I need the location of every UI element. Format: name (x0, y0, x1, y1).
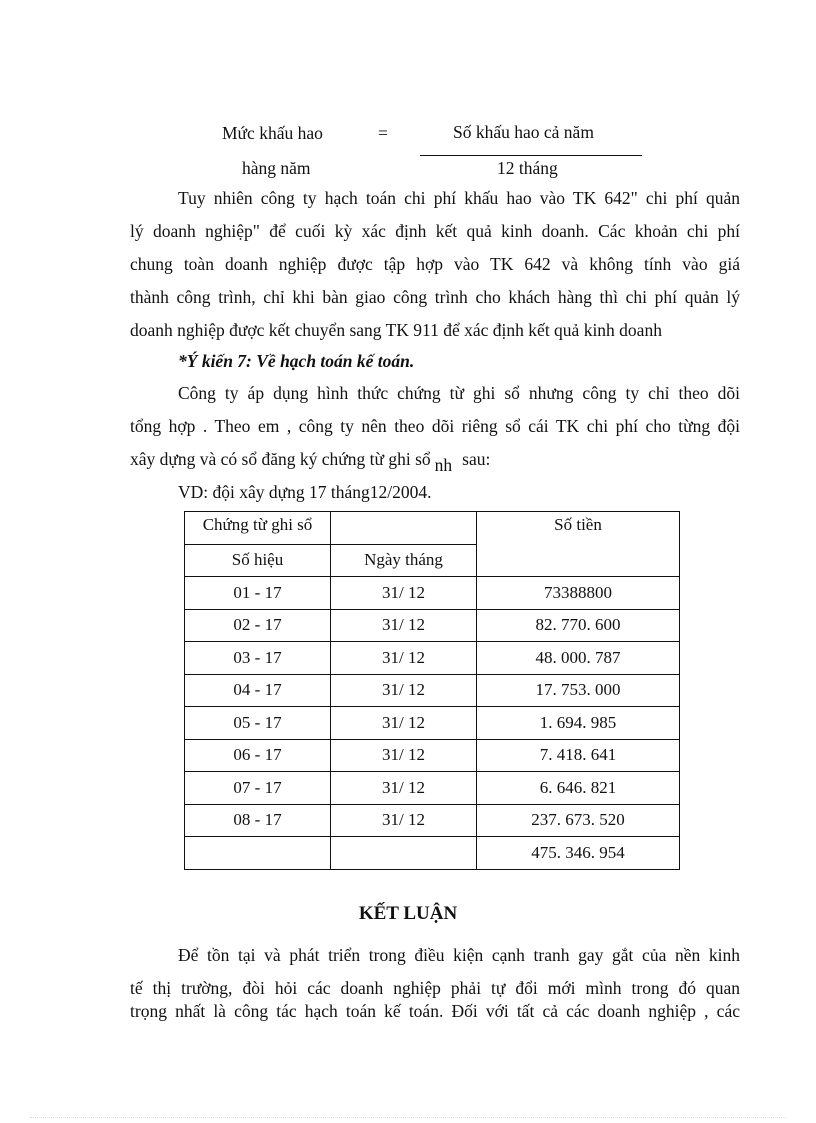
header-empty-cell (331, 512, 477, 545)
paragraph2-subscript: nh (434, 455, 453, 475)
sohieu-cell: 04 - 17 (185, 674, 331, 707)
table-row (185, 707, 680, 740)
total-cell: 475. 346. 954 (477, 837, 680, 870)
page-bottom-rule (30, 1117, 786, 1118)
sotien-cell: 1. 694. 985 (477, 707, 680, 740)
sotien-cell: 237. 673. 520 (477, 804, 680, 837)
paragraph1-line: Tuy nhiên công ty hạch toán chi phí khấu hao vào TK 642" chi phí quản (178, 188, 740, 208)
fraction-bar (420, 155, 642, 156)
ledger-table (184, 511, 680, 870)
ngay-cell: 31/ 12 (331, 674, 477, 707)
sotien-cell: 7. 418. 641 (477, 739, 680, 772)
paragraph2-line3-text: xây dựng và có sổ đăng ký chứng từ ghi sổ (130, 449, 431, 469)
ngay-cell: 31/ 12 (331, 577, 477, 610)
header-sotien-cell: Số tiền (477, 512, 680, 577)
paragraph2-line (130, 449, 491, 475)
total-empty-cell (331, 837, 477, 870)
ngay-cell: 31/ 12 (331, 739, 477, 772)
sohieu-cell: 08 - 17 (185, 804, 331, 837)
table-row (185, 739, 680, 772)
opinion7-heading: *Ý kiến 7: Về hạch toán kế toán. (178, 351, 415, 371)
table-header-row (185, 512, 680, 545)
header-ngay-cell: Ngày tháng (331, 544, 477, 577)
paragraph1-line: lý doanh nghiệp" để cuối kỳ xác định kết quả kinh doanh. Các khoản chi phí (130, 221, 740, 241)
formula-numerator: Số khấu hao cả năm (453, 122, 594, 142)
sohieu-cell: 06 - 17 (185, 739, 331, 772)
sohieu-cell: 01 - 17 (185, 577, 331, 610)
formula-left-line1: Mức khấu hao (222, 123, 323, 143)
header-sohieu-cell: Số hiệu (185, 544, 331, 577)
ngay-cell: 31/ 12 (331, 707, 477, 740)
sotien-cell: 17. 753. 000 (477, 674, 680, 707)
paragraph3-line: Để tồn tại và phát triển trong điều kiện cạnh tranh gay gắt của nền kinh (178, 945, 740, 965)
ngay-cell: 31/ 12 (331, 609, 477, 642)
formula-left-line2: hàng năm (242, 158, 311, 178)
conclusion-title: KẾT LUẬN (358, 903, 458, 924)
formula-equals: = (378, 123, 388, 143)
sohieu-cell: 02 - 17 (185, 609, 331, 642)
ngay-cell: 31/ 12 (331, 772, 477, 805)
sohieu-cell: 05 - 17 (185, 707, 331, 740)
paragraph2-tail: sau: (462, 449, 491, 469)
paragraph2-line: tổng hợp . Theo em , công ty nên theo dõi riêng sổ cái TK chi phí cho từng đội (130, 416, 740, 436)
ngay-cell: 31/ 12 (331, 804, 477, 837)
table-row (185, 642, 680, 675)
sotien-cell: 82. 770. 600 (477, 609, 680, 642)
sotien-cell: 6. 646. 821 (477, 772, 680, 805)
sotien-cell: 73388800 (477, 577, 680, 610)
table-row (185, 577, 680, 610)
paragraph3-line: tế thị trường, đòi hỏi các doanh nghiệp phải tự đổi mới mình trong đó quan (130, 978, 740, 998)
paragraph1-line: chung toàn doanh nghiệp được tập hợp vào TK 642 và không tính vào giá (130, 254, 740, 274)
sotien-cell: 48. 000. 787 (477, 642, 680, 675)
table-row (185, 609, 680, 642)
ngay-cell: 31/ 12 (331, 642, 477, 675)
paragraph3-line: trọng nhất là công tác hạch toán kế toán. Đối với tất cả các doanh nghiệp , các (130, 1001, 740, 1021)
header-group-cell: Chứng từ ghi sổ (185, 512, 331, 545)
paragraph1-line: doanh nghiệp được kết chuyển sang TK 911 để xác định kết quả kinh doanh (130, 320, 662, 340)
table-row (185, 772, 680, 805)
table-row (185, 674, 680, 707)
sohieu-cell: 03 - 17 (185, 642, 331, 675)
sohieu-cell: 07 - 17 (185, 772, 331, 805)
formula-denominator: 12 tháng (497, 158, 558, 178)
paragraph2-line: Công ty áp dụng hình thức chứng từ ghi sổ nhưng công ty chỉ theo dõi (178, 383, 740, 403)
total-empty-cell (185, 837, 331, 870)
table-row (185, 804, 680, 837)
table-total-row (185, 837, 680, 870)
paragraph1-line: thành công trình, chỉ khi bàn giao công trình cho khách hàng thì chi phí quản lý (130, 287, 740, 307)
example-line: VD: đội xây dựng 17 tháng12/2004. (178, 482, 432, 502)
